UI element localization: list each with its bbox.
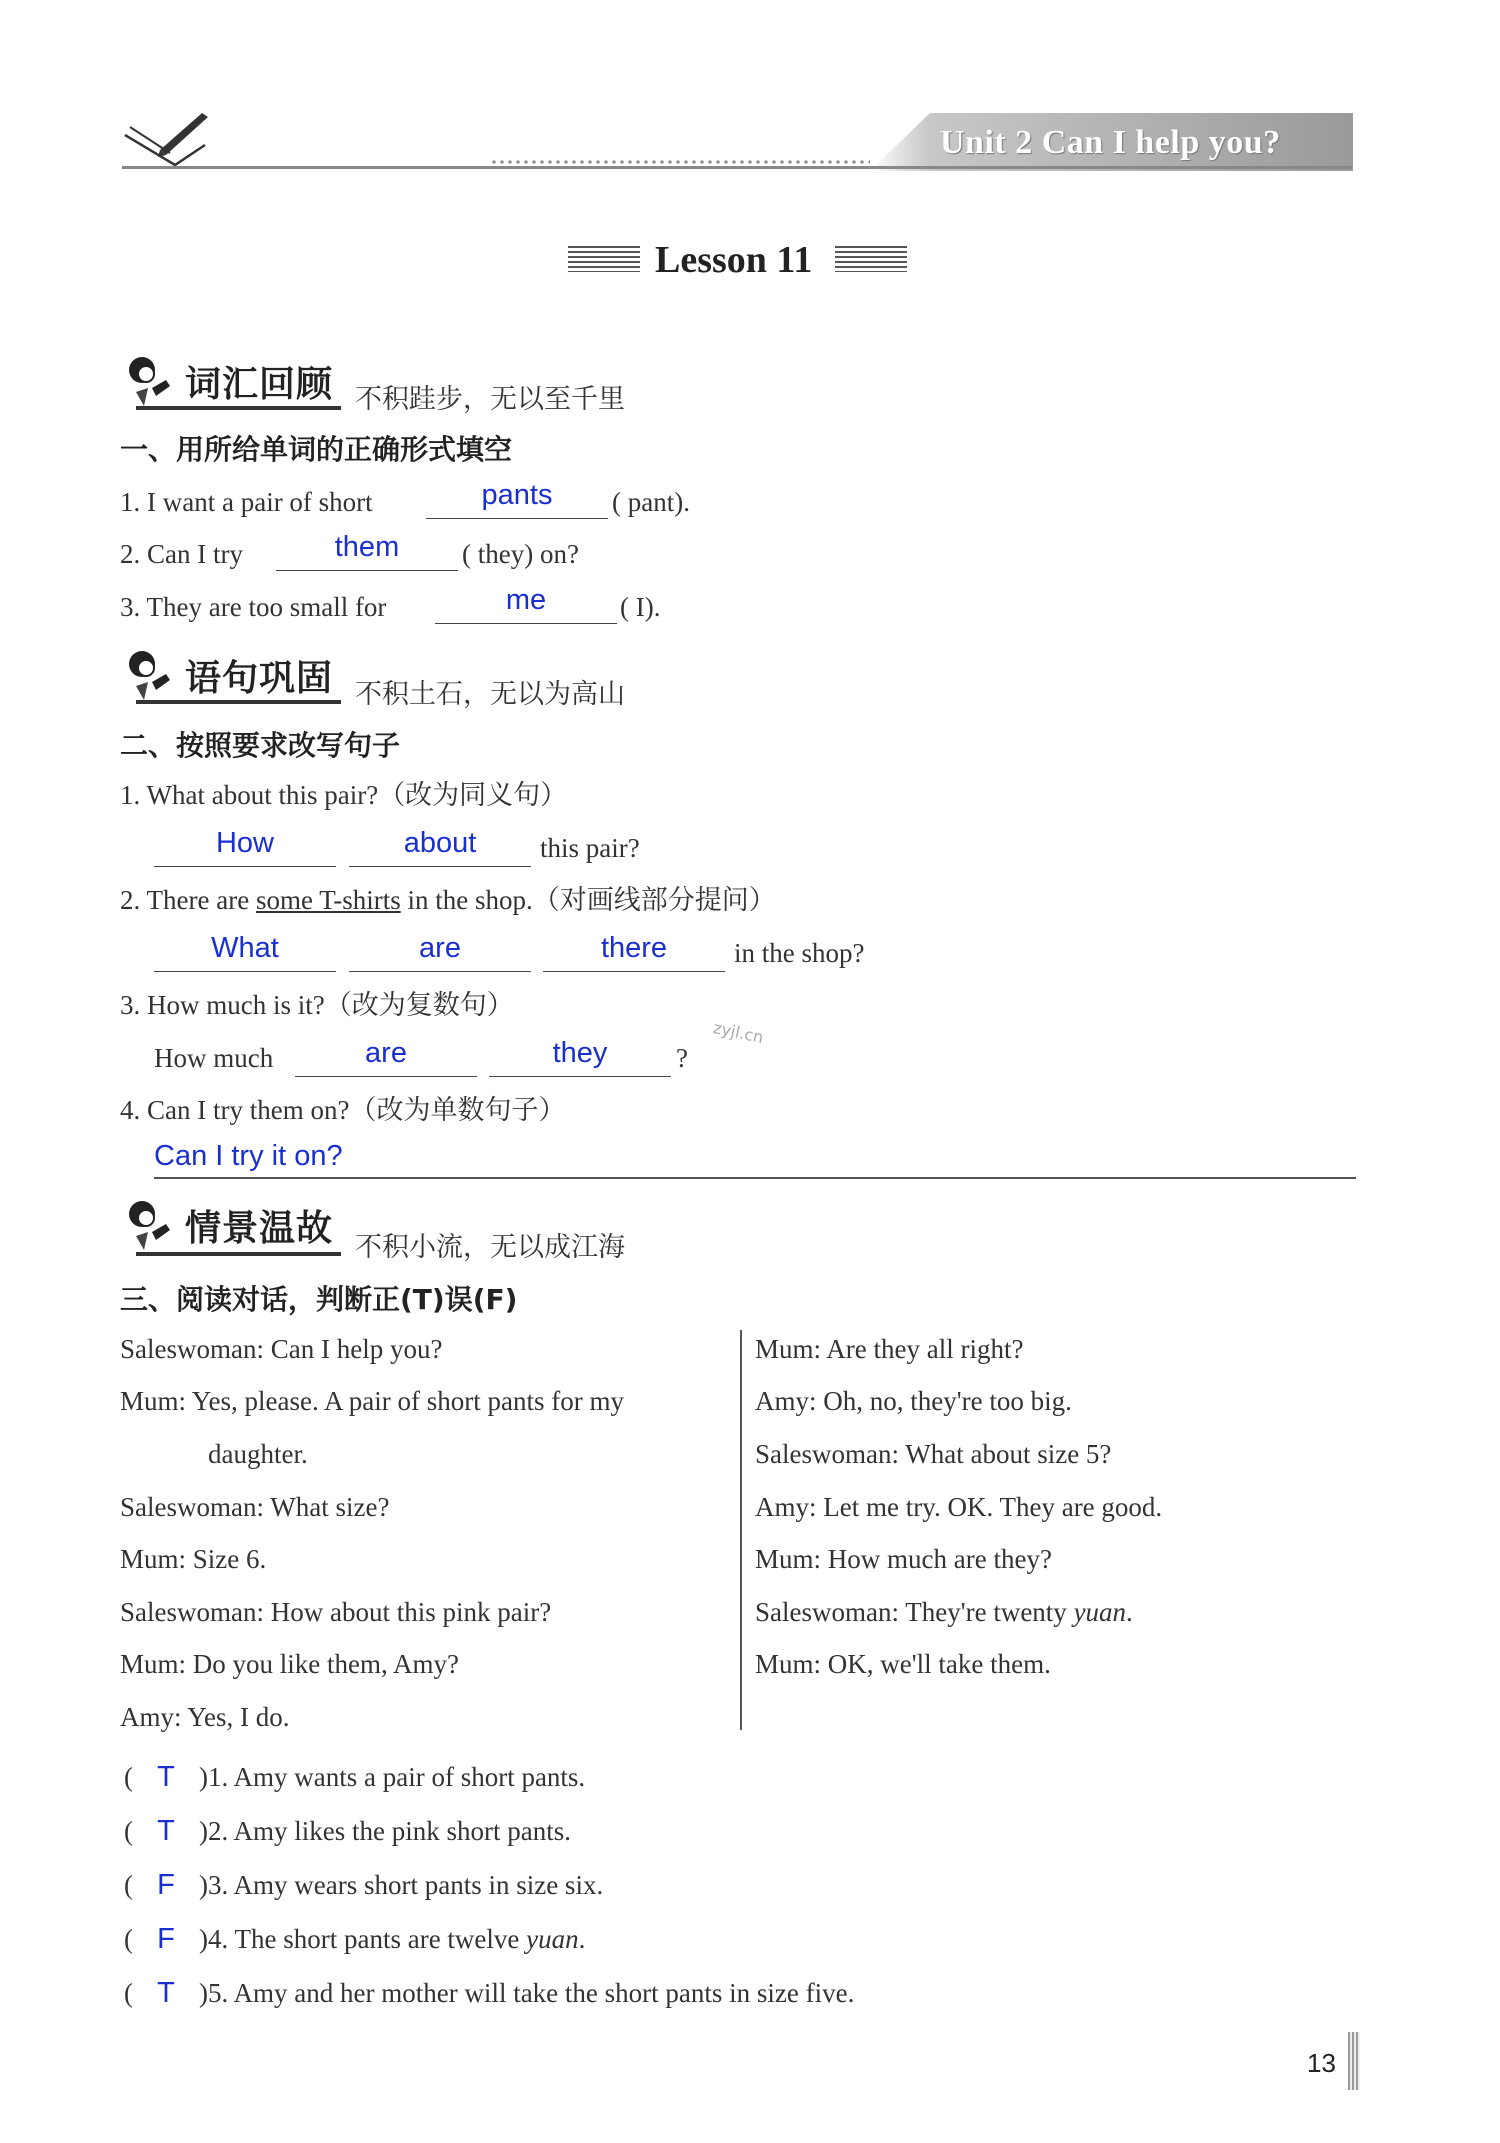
answer-text: How	[215, 827, 274, 859]
speaker: Saleswoman:	[120, 1492, 264, 1522]
section-underline	[136, 700, 341, 704]
question-sentence: in the shop.	[400, 885, 533, 915]
dialogue-line	[755, 1647, 1051, 1681]
dialogue-line	[120, 1647, 459, 1681]
dialogue-line	[755, 1490, 1162, 1524]
lesson-title: Lesson 11	[655, 239, 813, 281]
watermark: zyjl.cn	[711, 1017, 766, 1048]
girl-mascot-icon	[122, 646, 178, 702]
judgment-text: )4. The short pants are twelve	[199, 1924, 527, 1954]
line-text: Let me try. OK. They are good.	[823, 1492, 1163, 1522]
question-instruction: （改为复数句）	[324, 990, 514, 1021]
section-title-sentences: 语句巩固	[185, 658, 334, 699]
question-sentence: 4. Can I try them on?	[120, 1095, 350, 1125]
question-text	[120, 778, 567, 813]
judgment-item: ( F )4. The short pants are twelve yuan.	[124, 1923, 586, 1955]
line-text: They're twenty	[905, 1597, 1074, 1627]
section-title-dialogue: 情景温故	[185, 1208, 334, 1249]
item-text: 3. They are too small for	[120, 592, 387, 622]
answer-text: they	[552, 1037, 608, 1069]
judgment-answer[interactable]: F	[157, 1869, 175, 1901]
answer-blank[interactable]	[349, 826, 531, 867]
answer-blank[interactable]	[435, 583, 617, 624]
speaker: Mum:	[755, 1334, 822, 1364]
line-text: What about size 5?	[905, 1439, 1112, 1469]
line-text: How about this pink pair?	[270, 1597, 552, 1627]
line-text: Size 6.	[192, 1544, 267, 1574]
section-title-vocabulary: 词汇回顾	[185, 364, 334, 405]
underlined-phrase: some T-shirts	[255, 885, 401, 915]
answer-text: pants	[481, 479, 553, 511]
speaker: Mum:	[755, 1649, 822, 1679]
part-heading: 一、用所给单词的正确形式填空	[120, 433, 513, 466]
judgment-text: )2. Amy likes the pink short pants.	[199, 1816, 571, 1846]
girl-mascot-icon	[122, 352, 178, 408]
dialogue-line	[755, 1595, 1133, 1629]
question-tail: this pair?	[540, 833, 640, 863]
judgment-item: ( T )2. Amy likes the pink short pants.	[124, 1815, 571, 1847]
answer-blank[interactable]	[426, 478, 608, 519]
speaker: Saleswoman:	[755, 1597, 899, 1627]
line-text: daughter.	[208, 1439, 308, 1469]
answer-blank[interactable]	[349, 931, 531, 972]
line-text: How much are they?	[827, 1544, 1052, 1574]
question-text	[120, 883, 776, 918]
judgment-answer[interactable]: T	[157, 1815, 175, 1847]
speaker: Saleswoman:	[120, 1334, 264, 1364]
line-end: .	[578, 1924, 586, 1954]
dialogue-line	[755, 1437, 1111, 1471]
question-instruction: （改为单数句子）	[349, 1095, 566, 1126]
speaker: Amy:	[755, 1492, 817, 1522]
answer-blank[interactable]	[276, 530, 458, 571]
section-motto: 不积小流，无以成江海	[355, 1232, 625, 1263]
italic-word: yuan	[1073, 1597, 1127, 1627]
section-underline	[136, 1252, 341, 1256]
answer-blank[interactable]	[154, 931, 336, 972]
judgment-text: )3. Amy wears short pants in size six.	[199, 1870, 604, 1900]
line-text: Oh, no, they're too big.	[823, 1386, 1072, 1416]
dialogue-line	[755, 1384, 1072, 1418]
item-text: 1. I want a pair of short	[120, 487, 373, 517]
speaker: Mum:	[120, 1386, 187, 1416]
speaker: Saleswoman:	[120, 1597, 264, 1627]
line-text: Can I help you?	[270, 1334, 443, 1364]
question-tail: in the shop?	[734, 938, 865, 968]
answer-text: What	[211, 932, 279, 964]
part-heading: 三、阅读对话，判断正(T)误(F)	[120, 1283, 518, 1316]
item-text: ( they) on?	[462, 539, 579, 569]
dialogue-line	[120, 1332, 442, 1366]
dialogue-line	[120, 1384, 624, 1418]
dialogue-line	[120, 1595, 551, 1629]
line-end: .	[1126, 1597, 1133, 1627]
dialogue-line	[120, 1542, 266, 1576]
answer-line[interactable]	[154, 1177, 1356, 1179]
answer-blank[interactable]	[295, 1036, 477, 1077]
judgment-answer[interactable]: T	[157, 1761, 175, 1793]
answer-blank[interactable]	[489, 1036, 671, 1077]
item-text: 2. Can I try	[120, 539, 243, 569]
question-sentence: 3. How much is it?	[120, 990, 325, 1020]
header-rule	[122, 166, 1352, 169]
dialogue-line	[120, 1490, 389, 1524]
answer-text: there	[600, 932, 668, 964]
line-text: Do you like them, Amy?	[192, 1649, 459, 1679]
question-instruction: （对画线部分提问）	[532, 885, 776, 916]
speaker: Mum:	[120, 1544, 187, 1574]
speaker: Mum:	[120, 1649, 187, 1679]
judgment-item: ( T )5. Amy and her mother will take the short pants in size five.	[124, 1977, 855, 2009]
section-underline	[136, 406, 341, 410]
judgment-item: ( F )3. Amy wears short pants in size six.	[124, 1869, 604, 1901]
question-instruction: （改为同义句）	[378, 780, 568, 811]
question-lead: How much	[154, 1043, 274, 1073]
judgment-answer[interactable]: T	[157, 1977, 175, 2009]
girl-mascot-icon	[122, 1196, 178, 1252]
column-divider	[740, 1330, 742, 1730]
item-text: ( pant).	[612, 487, 690, 517]
judgment-text: )1. Amy wants a pair of short pants.	[199, 1762, 586, 1792]
answer-text: are	[365, 1037, 407, 1069]
line-text: Yes, I do.	[187, 1702, 290, 1732]
line-text: OK, we'll take them.	[827, 1649, 1051, 1679]
page-edge-marks	[1348, 2032, 1360, 2090]
question-sentence: 1. What about this pair?	[120, 780, 379, 810]
answer-text: me	[505, 584, 547, 616]
line-text: Yes, please. A pair of short pants for my	[191, 1386, 624, 1416]
judgment-item: ( T )1. Amy wants a pair of short pants.	[124, 1761, 586, 1793]
line-text: What size?	[270, 1492, 390, 1522]
answer-text: about	[403, 827, 477, 859]
dialogue-line	[755, 1332, 1023, 1366]
speaker: Amy:	[755, 1386, 817, 1416]
answer-text: Can I try it on?	[154, 1140, 343, 1172]
page-number: 13	[1307, 2048, 1336, 2078]
item-text: ( I).	[620, 592, 661, 622]
title-stripes-left	[568, 246, 640, 272]
answer-text: are	[419, 932, 461, 964]
part-heading: 二、按照要求改写句子	[120, 729, 401, 762]
title-stripes-right	[835, 246, 907, 272]
speaker: Saleswoman:	[755, 1439, 899, 1469]
dialogue-line	[120, 1700, 290, 1734]
dialogue-line	[755, 1542, 1052, 1576]
question-tail: ?	[676, 1043, 688, 1073]
line-text: Are they all right?	[826, 1334, 1024, 1364]
question-text	[120, 1093, 565, 1128]
speaker: Amy:	[120, 1702, 182, 1732]
answer-blank[interactable]	[154, 826, 336, 867]
answer-text: them	[334, 531, 400, 563]
unit-title: Unit 2 Can I help you?	[940, 124, 1281, 161]
speaker: Mum:	[755, 1544, 822, 1574]
question-sentence: 2. There are	[120, 885, 256, 915]
italic-word: yuan	[526, 1924, 579, 1954]
section-motto: 不积土石，无以为高山	[355, 679, 625, 710]
question-text	[120, 988, 514, 1023]
dialogue-line	[208, 1437, 308, 1471]
section-motto: 不积跬步，无以至千里	[355, 384, 625, 415]
judgment-text: )5. Amy and her mother will take the short pants in size five.	[199, 1978, 855, 2008]
pen-paper-icon	[120, 105, 215, 170]
judgment-answer[interactable]: F	[157, 1923, 175, 1955]
header-dots	[490, 158, 870, 166]
answer-blank[interactable]	[543, 931, 725, 972]
